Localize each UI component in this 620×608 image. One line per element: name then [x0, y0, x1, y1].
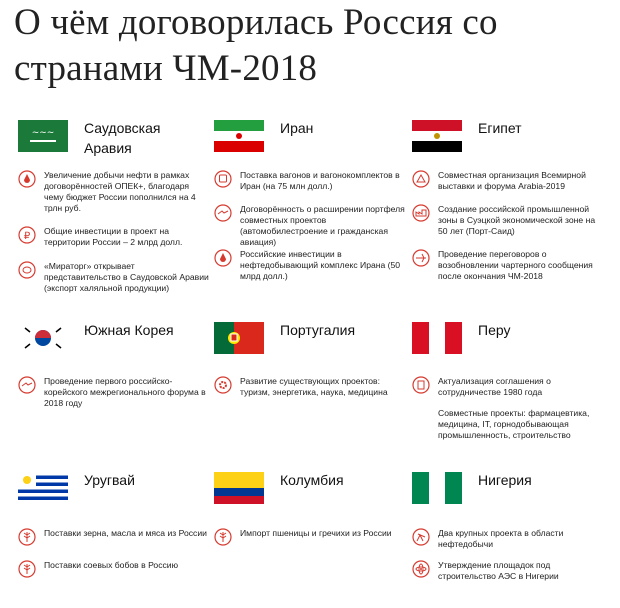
iran-flag-icon: [214, 120, 264, 152]
item-text: Проведение первого российско-корейского межрегионального форума в 2018 году: [44, 376, 206, 408]
country-name: Колумбия: [280, 472, 344, 488]
item-text: Поставка вагонов и вагонокомплектов в Иран (на 75 млн долл.): [240, 170, 400, 191]
item-text: Российские инвестиции в нефтедобывающий комплекс Ирана (50 млрд долл.): [240, 249, 401, 281]
oil-pump-icon: [412, 528, 430, 546]
saudi-arabia-flag-icon: [18, 120, 68, 152]
item-text: Договорённость о расширении портфеля совместных проектов (автомобилестроение и гражданская авиация): [240, 204, 405, 247]
country-name: Уругвай: [84, 472, 135, 488]
south-korea-flag-icon: [18, 322, 68, 354]
building-icon: [412, 170, 430, 188]
portugal-flag-icon: [214, 322, 264, 354]
svg-text:₽: ₽: [23, 231, 31, 242]
nigeria-flag-icon: [412, 472, 462, 504]
item-text: Импорт пшеницы и гречихи из России: [240, 528, 392, 538]
item-text: Два крупных проекта в области нефтедобычи: [438, 528, 564, 549]
country-name: Нигерия: [478, 472, 532, 488]
oil-drop-icon: [18, 170, 36, 188]
uruguay-flag-icon: [18, 472, 68, 504]
country-name: Египет: [478, 120, 522, 136]
item-text: Утверждение площадок под строительство АЭС в Нигерии: [438, 560, 559, 581]
grain-icon: [18, 560, 36, 578]
item-text: Создание российской промышленной зоны в Суэцкой экономической зоне на 50 лет (Порт-Саид): [438, 204, 596, 236]
plane-icon: [412, 249, 430, 267]
item-text: Проведение переговоров о возобновлении чартерного сообщения после окончания ЧМ-2018: [438, 249, 593, 281]
item-text: Поставки зерна, масла и мяса из России: [44, 528, 207, 538]
colombia-flag-icon: [214, 472, 264, 504]
handshake-icon: [18, 376, 36, 394]
country-name: Португалия: [280, 322, 356, 338]
ruble-icon: [18, 226, 36, 244]
egypt-flag-icon: [412, 120, 462, 152]
page-title: О чём договорилась Россия со странами ЧМ-2018: [14, 2, 498, 89]
gear-icon: [214, 376, 232, 394]
item-text: Поставки соевых бобов в Россию: [44, 560, 179, 570]
grain-icon: [18, 528, 36, 546]
grain-icon: [214, 528, 232, 546]
item-text: Развитие существующих проектов: туризм, энергетика, наука, медицина: [240, 376, 388, 397]
handshake-icon: [214, 204, 232, 222]
svg-text:~~~: ~~~: [31, 128, 55, 138]
meat-icon: [18, 261, 36, 279]
item-text: Актуализация соглашения о сотрудничестве 1980 года: [438, 376, 551, 397]
oil-drop-icon: [214, 249, 232, 267]
country-name: Иран: [280, 120, 314, 136]
document-icon: [412, 376, 430, 394]
train-icon: [214, 170, 232, 188]
country-name: Южная Корея: [84, 322, 174, 338]
atom-icon: [412, 560, 430, 578]
item-text: Общие инвестиции в проект на территории России – 2 млрд долл.: [44, 226, 183, 247]
item-text: Совместная организация Всемирной выставки и форума Arabia-2019: [438, 170, 586, 191]
item-text: Совместные проекты: фармацевтика, медицина, IT, горнодобывающая промышленность, строительство: [438, 408, 590, 440]
item-text: «Мираторг» открывает представительство в Саудовской Аравии (экспорт халяльной продукции): [44, 261, 209, 293]
country-name: Саудовская Аравия: [84, 120, 161, 156]
factory-icon: [412, 204, 430, 222]
item-text: Увеличение добычи нефти в рамках договорённостей ОПЕК+, благодаря чему бюджет России пополнился на 4 трлн руб.: [44, 170, 196, 213]
country-name: Перу: [478, 322, 511, 338]
peru-flag-icon: [412, 322, 462, 354]
